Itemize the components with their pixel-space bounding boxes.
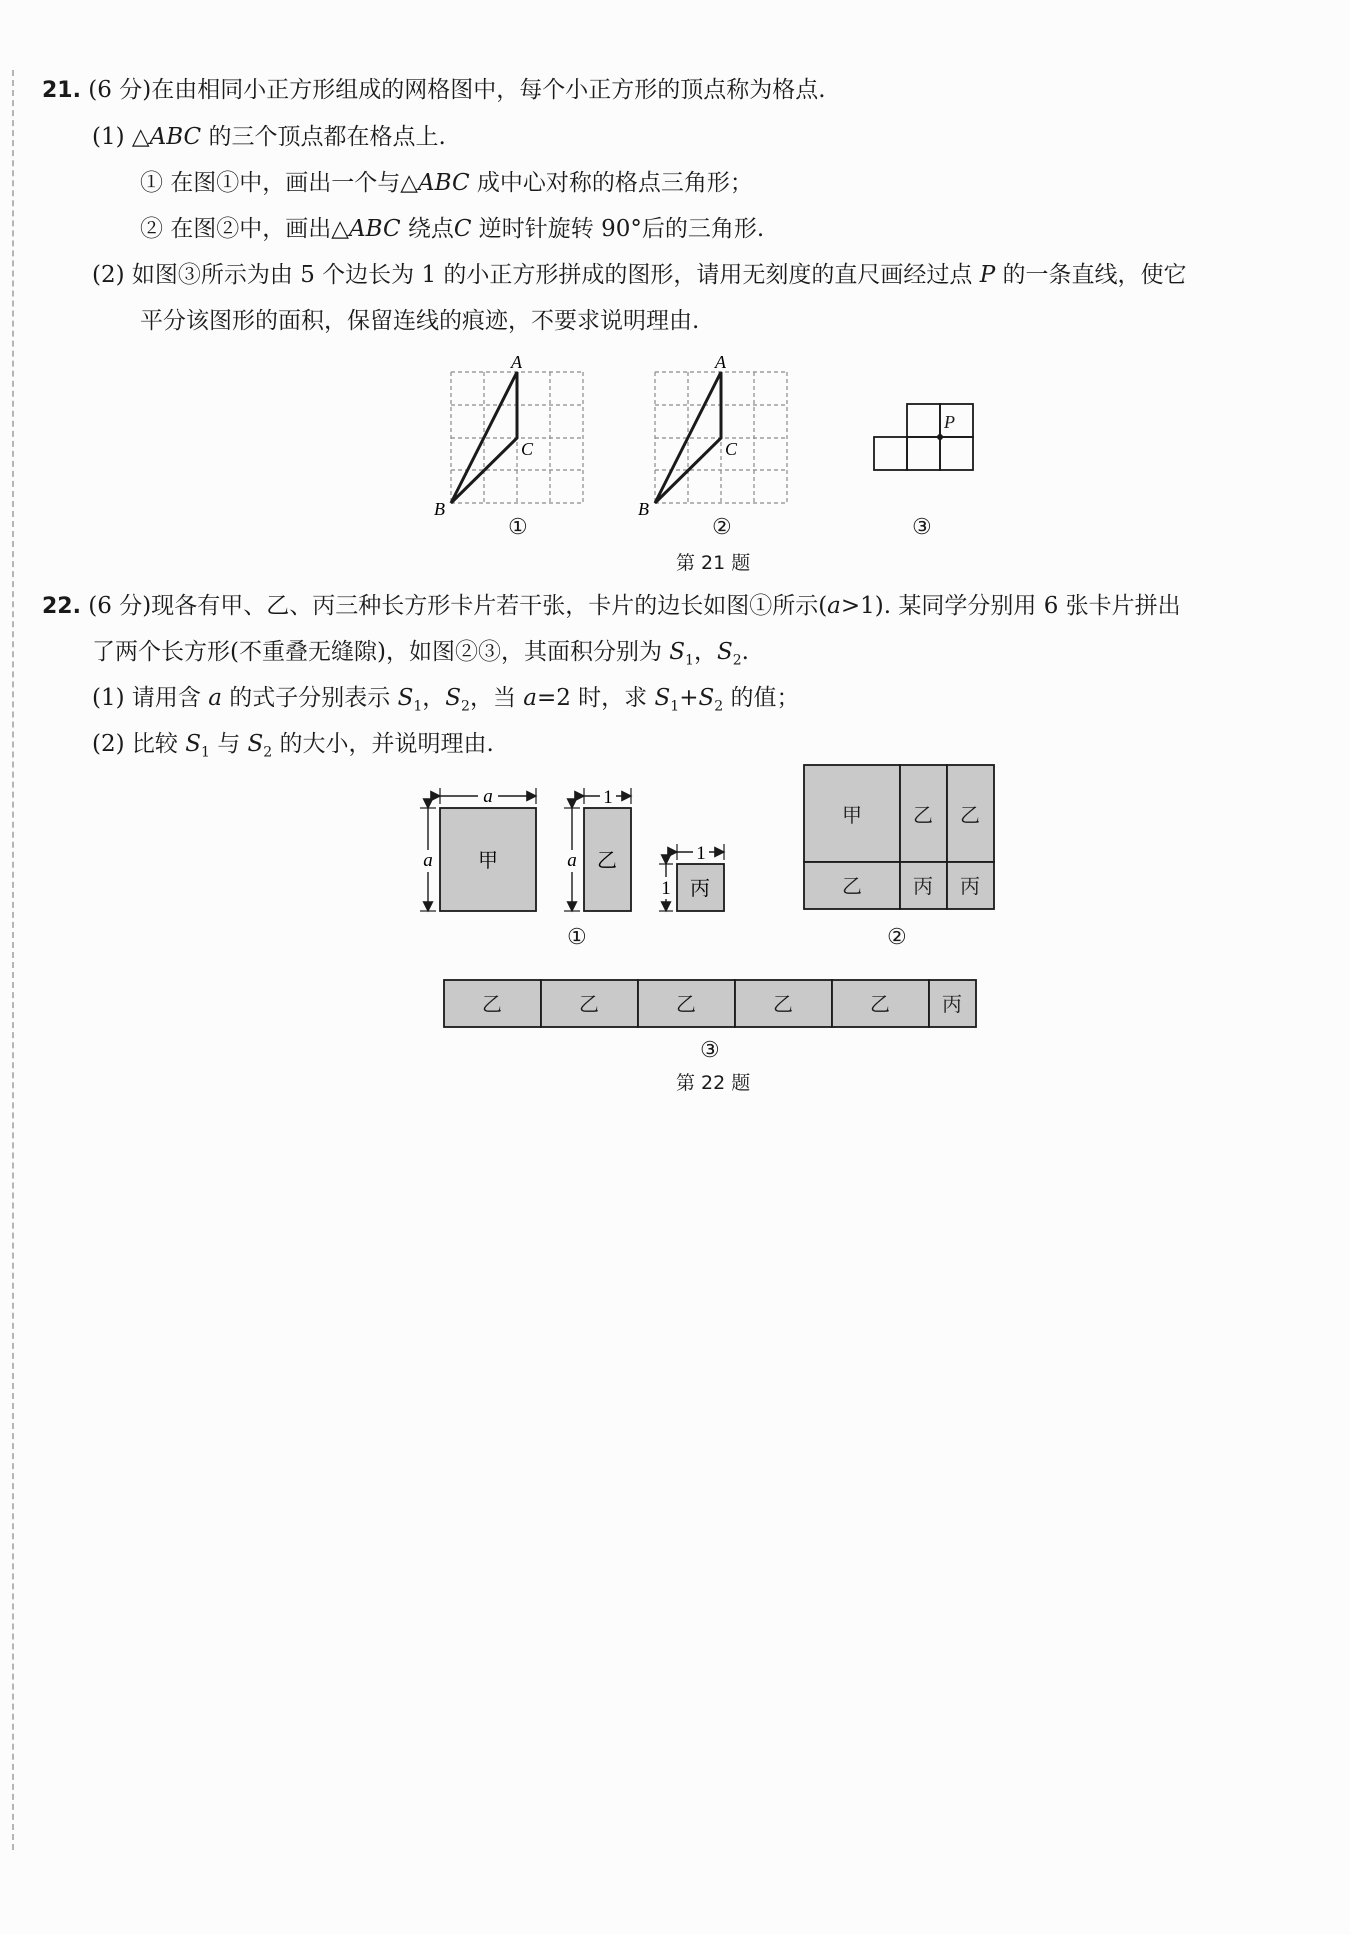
dim-a-left: a bbox=[423, 850, 433, 871]
svg-text:丙: 丙 bbox=[960, 876, 980, 898]
svg-text:甲: 甲 bbox=[478, 850, 498, 872]
q21-caption: 第 21 题 bbox=[676, 552, 751, 574]
dim-1-bing-left: 1 bbox=[661, 878, 671, 899]
q22-part1: (1) 请用含 a 的式子分别表示 $S_1$，$S_2$，当 a=2 时，求 $S_1+S_2$ 的值； bbox=[92, 685, 800, 715]
card-bing bbox=[658, 842, 724, 911]
card-jia bbox=[418, 786, 536, 911]
q22-line1: 22. (6 分)现各有甲、乙、丙三种长方形卡片若干张，卡片的边长如图①所示(a>1). 某同学分别用 6 张卡片拼出 bbox=[42, 593, 1181, 619]
q22-part2: (2) 比较 $S_1$ 与 $S_2$ 的大小，并说明理由. bbox=[92, 731, 494, 761]
svg-text:乙: 乙 bbox=[482, 994, 502, 1016]
svg-text:丙: 丙 bbox=[913, 876, 933, 898]
q21-fig-mark-1: ① bbox=[508, 515, 528, 540]
label-a-2: A bbox=[715, 352, 726, 372]
q22-fig-mark-2: ② bbox=[887, 925, 907, 950]
svg-text:乙: 乙 bbox=[960, 805, 980, 827]
label-b-1: B bbox=[434, 499, 445, 519]
q21-intro: 21. (6 分)在由相同小正方形组成的网格图中，每个小正方形的顶点称为格点. bbox=[42, 77, 826, 103]
svg-text:乙: 乙 bbox=[870, 994, 890, 1016]
q21-figures bbox=[420, 345, 980, 525]
q21-five-squares bbox=[874, 404, 973, 470]
q21-fig-mark-2: ② bbox=[712, 515, 732, 540]
q22-fig-mark-1: ① bbox=[567, 925, 587, 950]
card-yi bbox=[562, 786, 631, 911]
binding-margin-line bbox=[12, 70, 14, 1850]
q22-fig3 bbox=[444, 980, 976, 1027]
q21-part1-b: ② 在图②中，画出△ABC 绕点C 逆时针旋转 90°后的三角形. bbox=[140, 216, 765, 242]
q22-line2: 了两个长方形(不重叠无缝隙)，如图②③，其面积分别为 $S_1$，$S_2$. bbox=[92, 639, 749, 669]
q22-figures bbox=[415, 755, 1005, 1055]
dim-1-yi: 1 bbox=[603, 787, 613, 808]
q22-caption: 第 22 题 bbox=[676, 1072, 751, 1094]
q21-part2-line1: (2) 如图③所示为由 5 个边长为 1 的小正方形拼成的图形，请用无刻度的直尺画经过点 P 的一条直线，使它 bbox=[92, 262, 1187, 288]
svg-text:丙: 丙 bbox=[942, 994, 962, 1016]
svg-text:甲: 甲 bbox=[842, 805, 862, 827]
q21-part1-a: ① 在图①中，画出一个与△ABC 成中心对称的格点三角形； bbox=[140, 170, 753, 196]
svg-text:丙: 丙 bbox=[690, 878, 710, 900]
q22-fig2 bbox=[804, 765, 994, 909]
q21-part2-line2: 平分该图形的面积，保留连线的痕迹，不要求说明理由. bbox=[140, 308, 700, 334]
q21-part1: (1) △ABC 的三个顶点都在格点上. bbox=[92, 124, 446, 150]
svg-text:乙: 乙 bbox=[676, 994, 696, 1016]
point-p bbox=[937, 434, 943, 440]
label-c-2: C bbox=[725, 439, 738, 459]
svg-text:乙: 乙 bbox=[842, 876, 862, 898]
label-b-2: B bbox=[638, 499, 649, 519]
dim-1-bing-top: 1 bbox=[696, 843, 706, 864]
label-p: P bbox=[944, 412, 955, 432]
q21-fig-mark-3: ③ bbox=[912, 515, 932, 540]
svg-text:乙: 乙 bbox=[773, 994, 793, 1016]
svg-text:乙: 乙 bbox=[913, 805, 933, 827]
q21-grid-2 bbox=[638, 352, 787, 519]
q21-grid-1 bbox=[434, 352, 583, 519]
svg-text:乙: 乙 bbox=[597, 850, 617, 872]
label-c-1: C bbox=[521, 439, 534, 459]
svg-text:乙: 乙 bbox=[579, 994, 599, 1016]
dim-a-yi: a bbox=[567, 850, 577, 871]
q21-number: 21. bbox=[42, 78, 81, 103]
q22-number: 22. bbox=[42, 594, 81, 619]
dim-a-top: a bbox=[483, 786, 493, 807]
q22-fig-mark-3: ③ bbox=[700, 1038, 720, 1063]
label-a-1: A bbox=[511, 352, 522, 372]
